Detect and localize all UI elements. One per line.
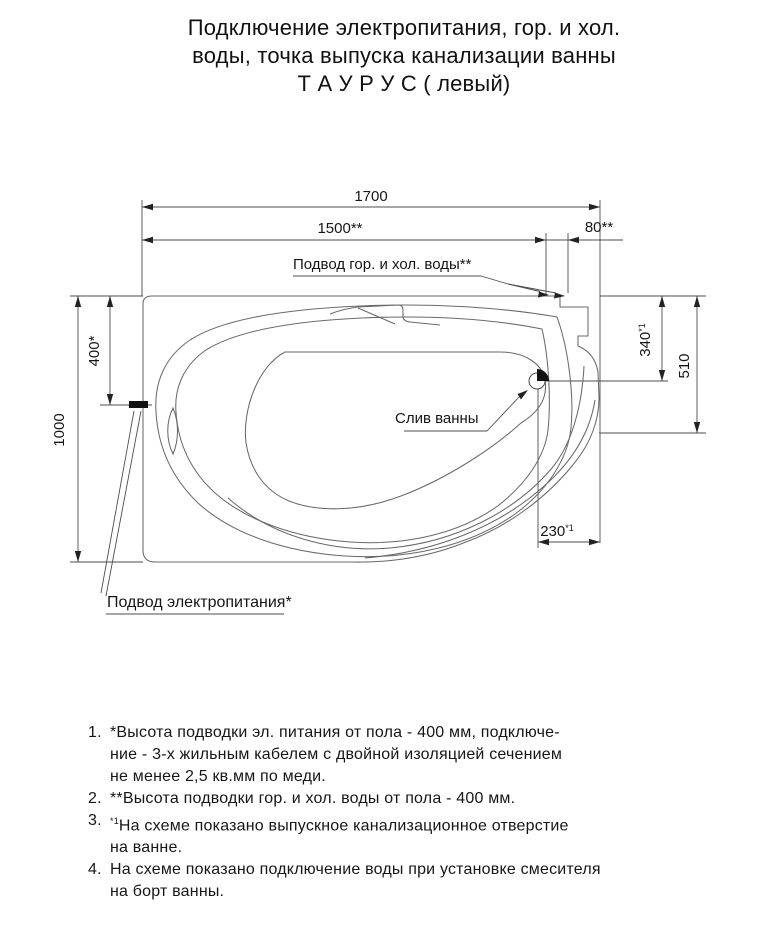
footnote-4-line-2: на борт ванны. bbox=[110, 883, 225, 901]
drain-label: Слив ванны bbox=[395, 410, 479, 427]
footnote-2-line-1: **Высота подводки гор. и хол. воды от пола - 400 мм. bbox=[110, 790, 516, 807]
footnote-4-number: 4. bbox=[88, 861, 102, 879]
water-supply-label: Подвод гор. и хол. воды** bbox=[293, 256, 472, 273]
tub-rim-outer bbox=[156, 305, 572, 557]
dim-80-label: 80** bbox=[584, 219, 614, 236]
footnote-3-line-2: на ванне. bbox=[110, 839, 183, 857]
tub-top-tab bbox=[330, 305, 440, 325]
drain-filled-sector bbox=[537, 369, 549, 381]
footnote-4 bbox=[88, 859, 688, 903]
dim-1700-label: 1700 bbox=[354, 188, 388, 205]
dim-400-label: 400* bbox=[86, 335, 103, 367]
footnote-4-line-1: На схеме показано подключение воды при установке смесителя bbox=[110, 861, 601, 879]
footnote-1 bbox=[88, 722, 688, 788]
tub-basin bbox=[245, 352, 545, 509]
tub-corner-sweep-1 bbox=[228, 366, 584, 549]
footnotes bbox=[88, 722, 688, 903]
dim-340-label: 340$^{*1}$ bbox=[637, 323, 654, 357]
dim-1000-label: 1000 bbox=[51, 413, 68, 447]
title-line-2: воды, точка выпуска канализации ванны bbox=[192, 43, 616, 68]
footnote-1-line-1: *Высота подводки эл. питания от пола - 400 мм, подключе- bbox=[110, 724, 560, 741]
dim-510-label: 510 bbox=[676, 353, 693, 379]
footnote-1-number: 1. bbox=[88, 724, 102, 741]
power-connection-mark bbox=[129, 401, 148, 408]
footnote-3-marker: *1 bbox=[110, 816, 119, 826]
power-supply-label: Подвод электропитания* bbox=[107, 594, 292, 611]
extension-lines bbox=[70, 200, 706, 562]
footnote-1-line-2: ние - 3-х жильным кабелем с двойной изоляцией сечением bbox=[110, 746, 563, 763]
tub-top-tab-slant bbox=[358, 308, 395, 324]
dim-1500-label: 1500** bbox=[317, 220, 363, 237]
title-line-3: Т А У Р У С ( левый) bbox=[297, 71, 511, 96]
footnote-1-line-3: не менее 2,5 кв.мм по меди. bbox=[110, 768, 326, 785]
footnote-2-number: 2. bbox=[88, 790, 102, 807]
tub-outer-body bbox=[143, 296, 599, 562]
bathtub-outline bbox=[143, 296, 599, 562]
tub-rim-inner bbox=[176, 317, 550, 543]
footnote-3-number: 3. bbox=[88, 812, 102, 829]
dim-230-label: 230$^{*1}$ bbox=[540, 523, 574, 540]
title-line-1: Подключение электропитания, гор. и хол. bbox=[187, 15, 621, 40]
footnote-3-line-1: $^{*1}$На схеме показано выпускное канализационное отверстие bbox=[110, 816, 569, 835]
footnote-2 bbox=[88, 788, 688, 810]
footnote-3 bbox=[88, 810, 688, 859]
